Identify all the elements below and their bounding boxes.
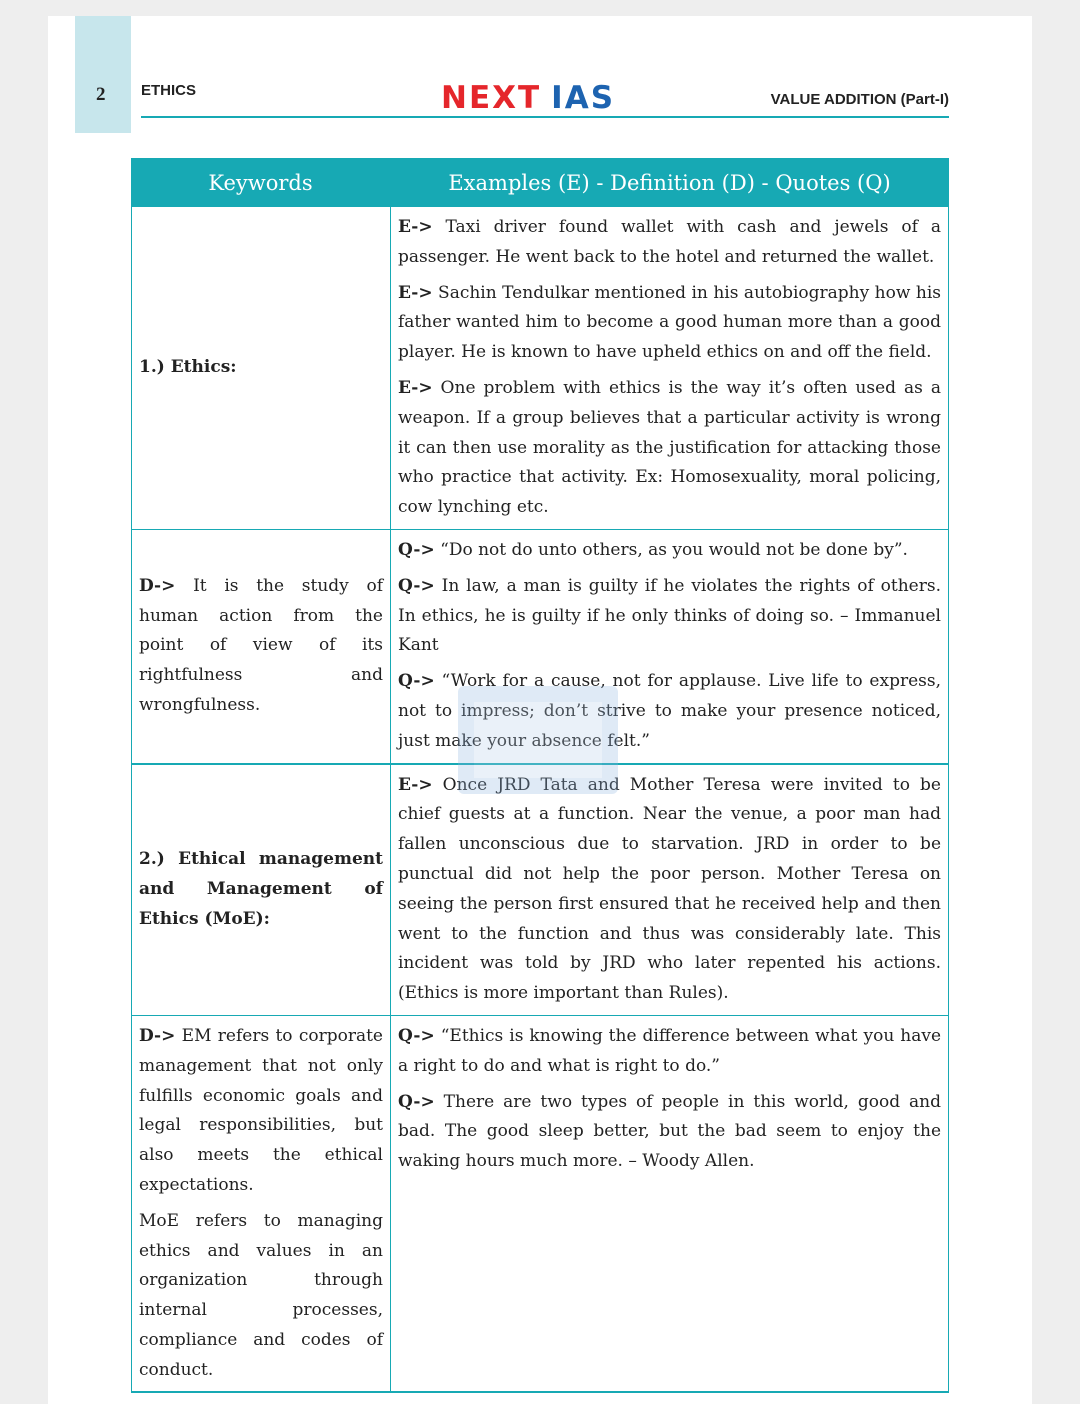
entry: Q-> “Work for a cause, not for applause. Live life to express, not to impress; don’t strive to make your presence noticed, just make your absence felt.” [398,671,941,751]
entry: Q-> There are two types of people in this world, good and bad. The good sleep better, but the bad seem to enjoy the waking hours much more. – Woody Allen. [398,1091,941,1172]
entries-cell [391,1016,949,1392]
value-addition-table [131,158,949,1393]
table-header [131,160,949,206]
entry: Q-> “Ethics is knowing the difference between what you have a right to do and what is right to do.” [398,1025,941,1076]
page-number-tab [75,16,131,133]
keyword-cell [131,207,391,529]
entry: E-> Sachin Tendulkar mentioned in his autobiography how his father wanted him to become a good human more than a good player. He is known to have upheld ethics on and off the field. [398,282,941,363]
definition: D-> It is the study of human action from the point of view of its rightfulness and wrongfulness. [139,575,383,715]
next-ias-logo [441,78,631,112]
column-header-keywords: Keywords [208,171,313,195]
part-label: VALUE ADDITION (Part-I) [770,91,949,108]
keyword: 2.) Ethical management and Management of Ethics (MoE): [139,849,383,929]
definition: D-> EM refers to corporate management that not only fulfills economic goals and legal responsibilities, but also meets the ethical expectations. [139,1025,383,1195]
entry: E-> Taxi driver found wallet with cash and jewels of a passenger. He went back to the hotel and returned the wallet. [398,217,941,267]
entry: Q-> “Do not do unto others, as you would not be done by”. [398,539,908,560]
entries-cell [391,207,949,529]
definition-moe: MoE refers to managing ethics and values in an organization through internal processes, compliance and codes of conduct. [139,1210,383,1380]
keyword: 1.) Ethics: [139,357,237,378]
header-divider [141,116,949,118]
entries-cell [391,765,949,1015]
table-row [131,763,949,1015]
table-row [131,529,949,763]
entries-cell [391,530,949,763]
section-title: ETHICS [141,82,197,99]
entry: E-> One problem with ethics is the way it’s often used as a weapon. If a group believes that a particular activity is wrong it can then use morality as the justification for attacking those who practice that activity. Ex: Homosexuality, moral policing, cow lynching etc. [398,377,941,518]
entry: E-> Once JRD Tata and Mother Teresa were invited to be chief guests at a function. Near the venue, a poor man had fallen unconscious due to starvation. JRD in order to be punctual did not help the poor person. Mother Teresa on seeing the person first ensured that he received help and then went to the function and thus was considerably late. This incident was told by JRD who later repented his actions. (Ethics is more important than Rules). [398,774,941,1004]
definition-cell [131,530,391,763]
page-number: 2 [96,84,106,105]
column-header-examples: Examples (E) - Definition (D) - Quotes (Q) [448,171,891,195]
definition-cell [131,1016,391,1392]
svg-text:NEXTIAS: NEXT IAS [441,80,616,112]
table-row [131,206,949,529]
keyword-cell [131,765,391,1015]
table-row [131,1015,949,1392]
entry: Q-> In law, a man is guilty if he violates the rights of others. In ethics, he is guilty if he only thinks of doing so. – Immanuel Kant [398,575,941,656]
